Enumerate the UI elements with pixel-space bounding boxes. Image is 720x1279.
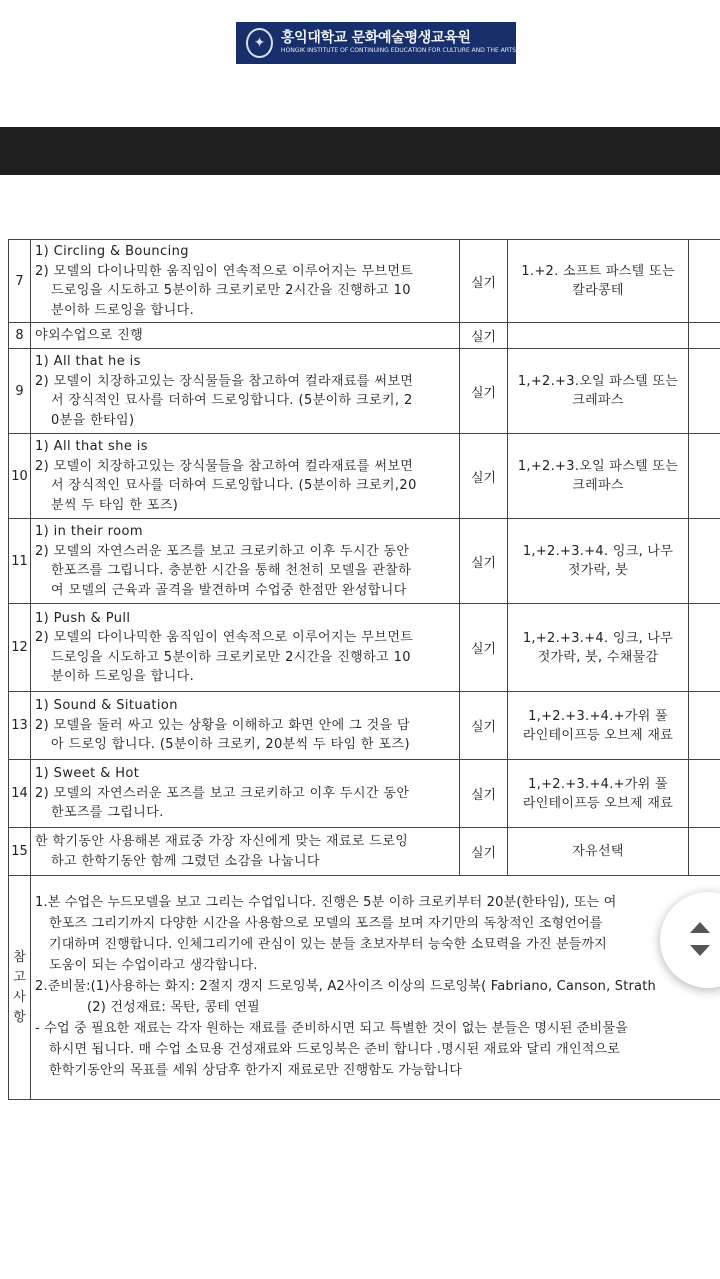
logo-title: 홍익대학교 문화예술평생교육원	[280, 30, 471, 47]
week-number: 14	[9, 760, 31, 828]
material-line: 1,+2.+3.+4. 잉크, 나무	[522, 630, 674, 646]
institute-logo	[236, 22, 516, 64]
lesson-type: 실기	[460, 692, 508, 760]
lesson-materials	[508, 323, 689, 349]
lesson-type: 실기	[460, 240, 508, 323]
lesson-type: 실기	[460, 519, 508, 604]
reference-label-char: 고	[13, 969, 26, 985]
material-line: 칼라콩테	[572, 283, 624, 298]
table-row	[9, 828, 720, 876]
content-line: 여 모델의 근육과 골격을 발견하며 수업중 한점만 완성합니다	[51, 582, 407, 598]
content-line: 드로잉을 시도하고 5분이하 크로키로만 2시간을 진행하고 10	[51, 283, 411, 298]
table-row	[9, 434, 720, 519]
triangle-down-icon[interactable]	[690, 945, 710, 956]
triangle-up-icon[interactable]	[690, 922, 710, 933]
lesson-materials	[508, 692, 689, 760]
extra-cell	[689, 349, 720, 434]
table-row	[9, 323, 720, 349]
extra-cell	[689, 692, 720, 760]
reference-line: 기대하며 진행합니다. 인체그리기에 관심이 있는 분들 초보자부터 능숙한 소묘력을 가진 분들까지	[49, 937, 607, 952]
lesson-content	[31, 519, 460, 604]
university-seal-icon: ✦	[246, 28, 273, 58]
content-line: 2) 모델의 자연스러운 포즈를 보고 크로키하고 이후 두시간 동안	[35, 543, 410, 559]
lesson-materials	[508, 240, 689, 323]
material-line: 1,+2.+3.오일 파스텔 또는	[517, 459, 679, 474]
week-number: 9	[9, 349, 31, 434]
week-number: 13	[9, 692, 31, 760]
extra-cell	[689, 519, 720, 604]
week-number: 12	[9, 604, 31, 692]
lesson-content	[31, 692, 460, 760]
reference-row	[9, 876, 720, 1100]
lesson-type: 실기	[460, 349, 508, 434]
content-line: 1) All that he is	[35, 354, 141, 369]
table-row	[9, 604, 720, 692]
lesson-content	[31, 604, 460, 692]
content-line: 한포즈를 그립니다.	[51, 805, 164, 821]
content-line: 2) 모델을 둘러 싸고 있는 상황을 이해하고 화면 안에 그 것을 담	[35, 717, 410, 733]
reference-line: 한포즈 그리기까지 다양한 시간을 사용함으로 모델의 포즈를 보며 자기만의 독창적인 조형언어를	[49, 916, 603, 931]
material-line: 1.+2. 소프트 파스텔 또는	[521, 264, 675, 279]
lesson-content	[31, 240, 460, 323]
reference-label-char: 사	[13, 989, 26, 1005]
lesson-materials	[508, 828, 689, 876]
material-line: 크레파스	[572, 393, 624, 408]
material-line: 라인테이프등 오브제 재료	[522, 795, 674, 811]
lesson-materials	[508, 519, 689, 604]
reference-line: (2) 건성재료: 목탄, 콩테 연필	[87, 1000, 260, 1015]
reference-line: 2.준비물:(1)사용하는 화지: 2절지 갱지 드로잉북, A2사이즈 이상의 드로잉북( Fabriano, Canson, Strath	[35, 979, 656, 994]
content-line: 분이하 드로잉을 합니다.	[51, 302, 195, 318]
lesson-content	[31, 760, 460, 828]
lesson-type: 실기	[460, 323, 508, 349]
material-line: 젓가락, 붓	[567, 563, 629, 578]
content-line: 0분을 한타임)	[51, 412, 135, 428]
reference-label-char: 참	[13, 949, 26, 965]
header-bar	[0, 127, 720, 175]
reference-line: - 수업 중 필요한 재료는 각자 원하는 재료를 준비하시면 되고 특별한 것이 없는 분들은 명시된 준비물을	[35, 1021, 628, 1036]
content-line: 2) 모델이 치장하고있는 장식물들을 참고하여 컬라재료를 써보면	[35, 373, 414, 389]
lesson-materials	[508, 760, 689, 828]
material-line: 젓가락, 붓, 수채물감	[537, 649, 659, 665]
week-number: 8	[9, 323, 31, 349]
material-line: 1,+2.+3.+4. 잉크, 나무	[522, 544, 674, 559]
reference-label	[9, 876, 31, 1100]
lesson-type: 실기	[460, 604, 508, 692]
content-line: 분씩 두 타임 한 포즈)	[51, 497, 179, 513]
reference-notes	[31, 876, 720, 1100]
table-row	[9, 692, 720, 760]
content-line: 2) 모델의 다이나믹한 움직임이 연속적으로 이루어지는 무브먼트	[35, 263, 414, 279]
extra-cell	[689, 434, 720, 519]
lesson-materials	[508, 434, 689, 519]
lesson-content	[31, 349, 460, 434]
material-line: 1,+2.+3.+4.+가위 풀	[528, 708, 668, 724]
week-number: 7	[9, 240, 31, 323]
lesson-type: 실기	[460, 760, 508, 828]
lesson-materials	[508, 604, 689, 692]
extra-cell	[689, 323, 720, 349]
reference-line: 도움이 되는 수업이라고 생각합니다.	[49, 958, 258, 973]
reference-label-char: 항	[13, 1009, 26, 1025]
content-line: 1) Push & Pull	[35, 610, 131, 626]
content-line: 서 장식적인 묘사를 더하여 드로잉합니다. (5분이하 크로키, 2	[51, 393, 413, 408]
content-line: 한 학기동안 사용해본 재료중 가장 자신에게 맞는 재료로 드로잉	[35, 834, 409, 849]
logo-subtitle: HONGIK INSTITUTE OF CONTINUING EDUCATION FOR CULTURE AND THE ARTS	[280, 47, 516, 55]
content-line: 분이하 드로잉을 합니다.	[51, 669, 195, 684]
content-line: 1) Sound & Situation	[35, 698, 178, 714]
reference-line: 한학기동안의 목표를 세워 상담후 한가지 재료로만 진행함도 가능합니다	[49, 1063, 463, 1078]
schedule-table	[8, 239, 720, 1100]
lesson-type: 실기	[460, 828, 508, 876]
reference-line: 하시면 됩니다. 매 수업 소묘용 건성재료와 드로잉북은 준비 합니다 .명시된 재료와 달리 개인적으로	[49, 1042, 620, 1057]
lesson-content	[31, 828, 460, 876]
week-number: 11	[9, 519, 31, 604]
extra-cell	[689, 604, 720, 692]
week-number: 10	[9, 434, 31, 519]
table-row	[9, 519, 720, 604]
lesson-materials	[508, 349, 689, 434]
content-line: 하고 한학기동안 함께 그렸던 소감을 나눕니다	[51, 853, 320, 869]
extra-cell	[689, 828, 720, 876]
table-row	[9, 349, 720, 434]
content-line: 2) 모델의 자연스러운 포즈를 보고 크로키하고 이후 두시간 동안	[35, 785, 410, 801]
table-row	[9, 760, 720, 828]
content-line: 2) 모델이 치장하고있는 장식물들을 참고하여 컬라재료를 써보면	[35, 458, 414, 474]
material-line: 라인테이프등 오브제 재료	[522, 727, 674, 743]
content-line: 1) Sweet & Hot	[35, 766, 140, 782]
material-line: 1,+2.+3.오일 파스텔 또는	[517, 374, 679, 389]
content-line: 1) All that she is	[35, 439, 148, 454]
content-line: 야외수업으로 진행	[35, 327, 144, 343]
content-line: 1) in their room	[35, 524, 143, 539]
content-line: 2) 모델의 다이나믹한 움직임이 연속적으로 이루어지는 무브먼트	[35, 630, 414, 645]
extra-cell	[689, 760, 720, 828]
material-line: 크레파스	[572, 478, 624, 493]
material-line: 자유선택	[572, 844, 624, 859]
material-line: 1,+2.+3.+4.+가위 풀	[528, 776, 668, 792]
content-line: 1) Circling & Bouncing	[35, 244, 189, 259]
week-number: 15	[9, 828, 31, 876]
extra-cell	[689, 240, 720, 323]
content-line: 한포즈를 그립니다. 충분한 시간을 통해 천천히 모델을 관찰하	[51, 563, 412, 578]
lesson-content	[31, 323, 460, 349]
content-line: 아 드로잉 합니다. (5분이하 크로키, 20분씩 두 타임 한 포즈)	[51, 737, 410, 753]
table-row	[9, 240, 720, 323]
reference-line: 1.본 수업은 누드모델을 보고 그리는 수업입니다. 진행은 5분 이하 크로키부터 20분(한타임), 또는 여	[35, 895, 617, 910]
content-line: 서 장식적인 묘사를 더하여 드로잉합니다. (5분이하 크로키,20	[51, 478, 417, 493]
content-line: 드로잉을 시도하고 5분이하 크로키로만 2시간을 진행하고 10	[51, 649, 411, 665]
lesson-content	[31, 434, 460, 519]
lesson-type: 실기	[460, 434, 508, 519]
